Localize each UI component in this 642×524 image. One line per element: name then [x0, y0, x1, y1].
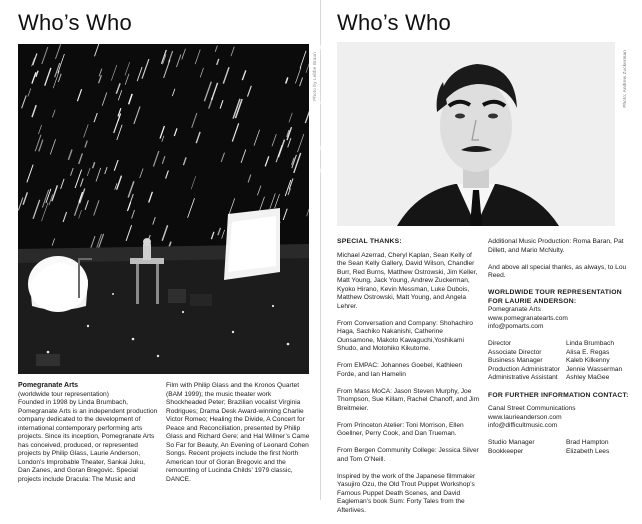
thanks-paragraph: From Conversation and Company: Shohachiro Haga, Sachiko Nakanishi, Catherine Ounsamone, Makoto Kawaguchi,Yoshikami Shudo, and Motohiko Kikutome.: [337, 319, 473, 352]
page-heading-right: Who’s Who: [337, 10, 451, 35]
light-streak: [13, 143, 17, 155]
tour-contact: [488, 306, 636, 332]
staff-name: Ashley MaGee: [566, 374, 610, 381]
light-streak: [5, 116, 10, 130]
tour-title-line2: FOR LAURIE ANDERSON:: [488, 297, 577, 305]
org-text-col1: Founded in 1998 by Linda Brumbach, Pomegranate Arts is an independent production company dedicated to the development of international contemporary performing arts projects. Since its inception, Pomegranate Arts has conceived, produced, or represented projects by Philip Glass, Laurie Anderson, London’s Improbable Theater, Sankai Juku, Dan Zanes, and Goran Bregovic. Special projects include Dracula: The Music and: [18, 399, 158, 483]
light-streak: [9, 70, 13, 81]
thanks-paragraph: From Bergen Community College: Jessica Silver and Tom O’Neill.: [337, 447, 479, 463]
music-production-credit: Additional Music Production: Roma Baran, Pat Dillett, and Mario McNulty.: [488, 238, 624, 254]
studio-staff-list: [488, 439, 636, 456]
info-email-link[interactable]: info@difficultmusic.com: [488, 422, 558, 429]
tour-staff-list: [488, 340, 636, 383]
staff-name: Linda Brumbach: [566, 340, 615, 347]
photo-credit-right: Photo: Andrew Zuckerman: [622, 50, 627, 108]
light-streak: [311, 204, 318, 223]
staff-name: Elizabeth Lees: [566, 447, 610, 455]
credits-column: [488, 238, 636, 456]
staff-role: Bookkeeper: [488, 447, 524, 455]
org-text-col2: Film with Philip Glass and the Kronos Quartet (BAM 1999); the music theater work Shockheaded Peter; Brazilian vocalist Virginia Rodrigues; Drama Desk Award-winning Charlie Victor Romeo; Healing the Divide, A Concert for Peace and Reconciliation, presented by Philip Glass and Richard Gere; and Hal Willner’s Came So Far for Beauty, An Evening of Leonard Cohen Songs. Recent projects include the first North American tour of Goran Bregovic and the remounting of Lucinda Childs’ 1979 classic, DANCE.: [166, 382, 310, 483]
staff-name: Brad Hampton: [566, 439, 609, 446]
tour-representation-title: [488, 289, 636, 306]
left-page: [0, 0, 321, 500]
lou-reed-thanks: And above all special thanks, as always, to Lou Reed.: [488, 263, 627, 279]
staff-role: Studio Manager: [488, 439, 535, 446]
tour-email-link[interactable]: info@pomarts.com: [488, 323, 544, 330]
org-description-col1: [18, 382, 158, 484]
thanks-paragraph: From EMPAC: Johannes Goebel, Kathleen Forde, and Ian Hamelin: [337, 362, 463, 378]
staff-name: Alisa E. Regas: [566, 348, 610, 356]
thanks-paragraph: From Princeton Atelier: Toni Morrison, Ellen Goellner, Perry Cook, and Dan Trueman.: [337, 421, 464, 437]
right-page: [321, 0, 642, 514]
org-title: Pomegranate Arts: [18, 382, 79, 389]
staff-role: Associate Director: [488, 348, 542, 356]
tour-website-link[interactable]: www.pomegranatearts.com: [488, 314, 568, 322]
staff-role: Business Manager: [488, 357, 543, 364]
photo-credit-left: Photo by Lebbe Braun: [312, 52, 317, 101]
org-subtitle: (worldwide tour representation): [18, 390, 109, 398]
thanks-paragraph: From Mass MoCA: Jason Steven Murphy, Joe Thompson, Sue Killam, Rachel Chanoff, and Jim Breitmeier.: [337, 387, 480, 412]
page-heading-left: Who’s Who: [18, 10, 132, 35]
tour-title-line1: WORLDWIDE TOUR REPRESENTATION: [488, 289, 622, 296]
light-streak: [5, 107, 9, 117]
staff-name: Kaleb Kilkenny: [566, 357, 610, 364]
staff-role: Production Administrator: [488, 365, 560, 373]
special-thanks-title: SPECIAL THANKS:: [337, 238, 402, 245]
stage-performance-photo: [18, 44, 309, 374]
thanks-paragraph: Inspired by the work of the Japanese filmmaker Yasujiro Ozu, the Old Trout Puppet Workshop’s Famous Puppet Death Scenes, and David Eagleman’s book Sum: Forty Tales from the Afterlives.: [337, 472, 476, 514]
thanks-paragraph: Michael Azerrad, Cheryl Kaplan, Sean Kelly of the Sean Kelly Gallery, David Wilson, Chandler Burr, Red Burns, Matthew Ostrowski, Jim Keller, Matt Young, Jack Young, Andrew Zuckerman, Kyoko Hirano, Kevin Messman, Luke Dubois, Matthew Ostrowski, Matt Young, and Angela Lehrer.: [337, 251, 478, 310]
info-org: Canal Street Communications: [488, 405, 576, 412]
further-info-title: FOR FURTHER INFORMATION CONTACT:: [488, 391, 629, 399]
staff-role: Director: [488, 340, 512, 347]
info-website-link[interactable]: www.laurieanderson.com: [488, 413, 562, 421]
staff-name: Jennie Wasserman: [566, 365, 623, 373]
special-thanks-column: [337, 238, 482, 524]
portrait-photo: [337, 42, 615, 226]
tour-org: Pomegranate Arts: [488, 306, 541, 313]
org-description-col2: [166, 382, 311, 484]
info-contact: [488, 405, 636, 431]
light-streak: [312, 229, 318, 247]
staff-role: Administrative Assistant: [488, 374, 558, 381]
